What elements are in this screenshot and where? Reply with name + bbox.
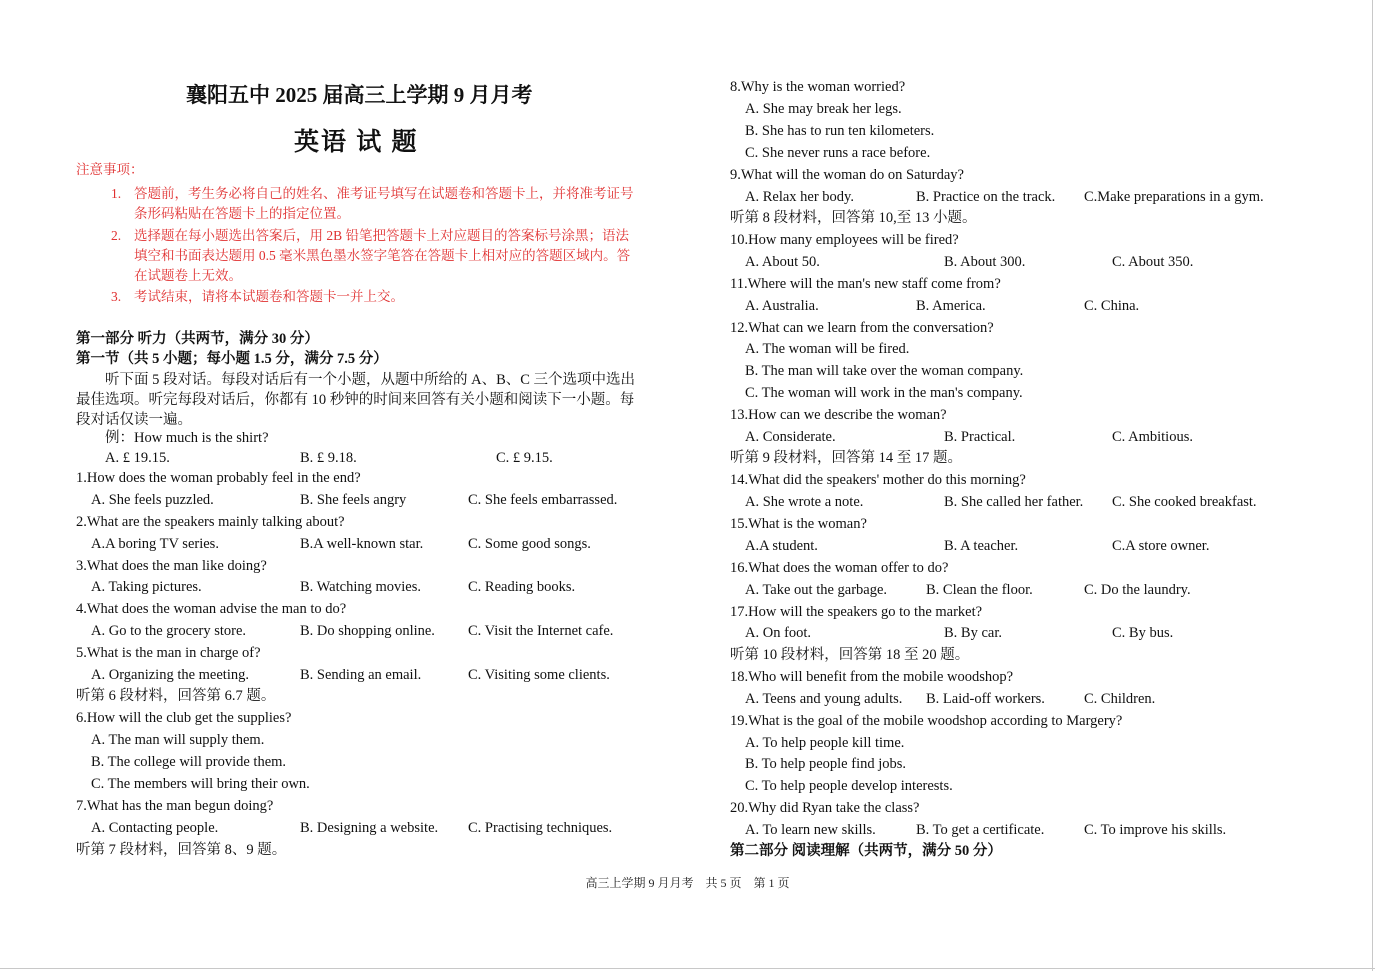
question: 12.What can we learn from the conversation?	[730, 320, 994, 336]
subject-title: 英语 试 题	[294, 129, 419, 156]
option: B. Sending an email.	[300, 667, 422, 683]
option: C. She feels embarrassed.	[468, 492, 618, 508]
option: B. Clean the floor.	[926, 582, 1033, 598]
notice-num: 2.	[111, 228, 122, 243]
option: C. Visit the Internet cafe.	[468, 623, 614, 639]
section1-heading: 第一节（共 5 小题；每小题 1.5 分，满分 7.5 分）	[76, 351, 388, 367]
option: B. Do shopping online.	[300, 623, 435, 639]
option: B. About 300.	[944, 254, 1026, 270]
option: C. Practising techniques.	[468, 820, 613, 836]
option: A. She wrote a note.	[745, 494, 864, 510]
option: B. Laid-off workers.	[926, 691, 1045, 707]
page-footer: 高三上学期 9 月月考 共 5 页 第 1 页	[585, 876, 790, 890]
option: A. To help people kill time.	[745, 735, 905, 751]
option: C. She cooked breakfast.	[1112, 494, 1257, 510]
example-question: 例：How much is the shirt?	[105, 430, 269, 446]
option: A. To learn new skills.	[745, 822, 876, 838]
notice-line: 选择题在每小题选出答案后，用 2B 铅笔把答题卡上对应题目的答案标号涂黑；语法	[134, 228, 630, 243]
option: B. The college will provide them.	[91, 754, 287, 770]
option: B. The man will take over the woman company.	[745, 363, 1024, 379]
option: B.A well-known star.	[300, 536, 424, 552]
instructions-line: 听下面 5 段对话。每段对话后有一个小题，从题中所给的 A、B、C 三个选项中选出	[105, 372, 636, 388]
option: A. Australia.	[745, 298, 819, 314]
option: C. The woman will work in the man's company.	[745, 385, 1023, 401]
notice-line: 条形码粘贴在答题卡上的指定位置。	[134, 206, 350, 221]
option: C. By bus.	[1112, 625, 1174, 641]
option: C. Do the laundry.	[1084, 582, 1191, 598]
question: 10.How many employees will be fired?	[730, 232, 959, 248]
page-edge	[1372, 0, 1373, 971]
option: A. Go to the grocery store.	[91, 623, 247, 639]
option: A. Considerate.	[745, 429, 836, 445]
option: C. To help people develop interests.	[745, 778, 953, 794]
option: A. The man will supply them.	[91, 732, 265, 748]
material-heading: 听第 7 段材料，回答第 8、9 题。	[76, 842, 287, 858]
option: C.A store owner.	[1112, 538, 1210, 554]
question: 2.What are the speakers mainly talking about?	[76, 514, 345, 530]
question: 14.What did the speakers' mother do this morning?	[730, 472, 1026, 488]
option: C. Ambitious.	[1112, 429, 1193, 445]
page-edge-bottom	[0, 968, 1375, 969]
question: 9.What will the woman do on Saturday?	[730, 167, 964, 183]
question: 13.How can we describe the woman?	[730, 407, 947, 423]
notice-line: 在试题卷上无效。	[134, 268, 242, 283]
option: B. She has to run ten kilometers.	[745, 123, 935, 139]
question: 6.How will the club get the supplies?	[76, 710, 292, 726]
question: 5.What is the man in charge of?	[76, 645, 261, 661]
option: B. By car.	[944, 625, 1002, 641]
question: 1.How does the woman probably feel in the end?	[76, 470, 361, 486]
option: C. She never runs a race before.	[745, 145, 931, 161]
option: A. Take out the garbage.	[745, 582, 888, 598]
notice-line: 填空和书面表达题用 0.5 毫米黑色墨水签字笔答在答题卡上相对应的答题区域内。答	[134, 248, 631, 263]
option: A.A student.	[745, 538, 818, 554]
instructions-line: 段对话仅读一遍。	[76, 412, 192, 428]
notice-num: 3.	[111, 289, 122, 304]
option: B. A teacher.	[944, 538, 1019, 554]
option: C. Visiting some clients.	[468, 667, 610, 683]
option: A. She may break her legs.	[745, 101, 902, 117]
question: 15.What is the woman?	[730, 516, 867, 532]
question: 8.Why is the woman worried?	[730, 79, 906, 95]
question: 3.What does the man like doing?	[76, 558, 267, 574]
option: C. About 350.	[1112, 254, 1194, 270]
question: 7.What has the man begun doing?	[76, 798, 274, 814]
option: C. Children.	[1084, 691, 1156, 707]
option: B. Practical.	[944, 429, 1016, 445]
question: 19.What is the goal of the mobile woodshop according to Margery?	[730, 713, 1123, 729]
option: A. Taking pictures.	[91, 579, 202, 595]
question: 4.What does the woman advise the man to do?	[76, 601, 347, 617]
option: B. America.	[916, 298, 986, 314]
question: 18.Who will benefit from the mobile woodshop?	[730, 669, 1014, 685]
option: A. The woman will be fired.	[745, 341, 910, 357]
option: A. On foot.	[745, 625, 812, 641]
part1-heading: 第一部分 听力（共两节，满分 30 分）	[76, 331, 319, 347]
option: A.A boring TV series.	[91, 536, 219, 552]
material-heading: 听第 8 段材料，回答第 10,至 13 小题。	[730, 210, 977, 226]
option: B. Practice on the track.	[916, 189, 1056, 205]
option: C. China.	[1084, 298, 1140, 314]
option: A. Teens and young adults.	[745, 691, 903, 707]
question: 16.What does the woman offer to do?	[730, 560, 949, 576]
option: C. Some good songs.	[468, 536, 591, 552]
example-option: A. £ 19.15.	[105, 450, 170, 466]
option: A. Organizing the meeting.	[91, 667, 249, 683]
option: B. To get a certificate.	[916, 822, 1045, 838]
option: B. She called her father.	[944, 494, 1084, 510]
notice-line: 考试结束，请将本试题卷和答题卡一并上交。	[134, 289, 404, 304]
option: B. To help people find jobs.	[745, 756, 907, 772]
notice-num: 1.	[111, 186, 122, 201]
question: 17.How will the speakers go to the market?	[730, 604, 983, 620]
example-option: B. £ 9.18.	[300, 450, 357, 466]
example-option: C. £ 9.15.	[496, 450, 553, 466]
option: B. Watching movies.	[300, 579, 421, 595]
notice-line: 答题前，考生务必将自己的姓名、准考证号填写在试题卷和答题卡上，并将准考证号	[134, 186, 634, 201]
question: 11.Where will the man's new staff come from?	[730, 276, 1001, 292]
option: C. To improve his skills.	[1084, 822, 1227, 838]
exam-title: 襄阳五中 2025 届高三上学期 9 月月考	[186, 83, 533, 107]
option: C. The members will bring their own.	[91, 776, 310, 792]
notice-heading: 注意事项：	[76, 162, 144, 177]
option: A. Contacting people.	[91, 820, 219, 836]
question: 20.Why did Ryan take the class?	[730, 800, 920, 816]
option: C.Make preparations in a gym.	[1084, 189, 1264, 205]
option: B. Designing a website.	[300, 820, 439, 836]
option: A. Relax her body.	[745, 189, 854, 205]
option: C. Reading books.	[468, 579, 576, 595]
material-heading: 听第 9 段材料，回答第 14 至 17 题。	[730, 450, 962, 466]
option: A. About 50.	[745, 254, 820, 270]
part2-heading: 第二部分 阅读理解（共两节，满分 50 分）	[730, 843, 1002, 859]
material-heading: 听第 6 段材料，回答第 6.7 题。	[76, 688, 276, 704]
option: B. She feels angry	[300, 492, 407, 508]
option: A. She feels puzzled.	[91, 492, 214, 508]
material-heading: 听第 10 段材料，回答第 18 至 20 题。	[730, 647, 970, 663]
instructions-line: 最佳选项。听完每段对话后，你都有 10 秒钟的时间来回答有关小题和阅读下一小题。每	[76, 392, 635, 408]
